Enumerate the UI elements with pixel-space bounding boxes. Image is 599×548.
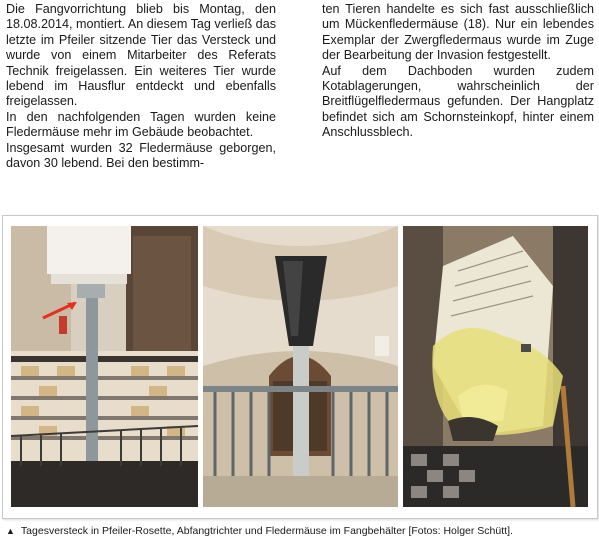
photo-capture-container bbox=[403, 226, 588, 507]
figure-caption bbox=[6, 524, 513, 538]
caption-text: Tagesversteck in Pfeiler-Rosette, Abfangtrichter und Fledermäuse im Fangbehälter [Fotos: Holger Schütt]. bbox=[20, 525, 513, 537]
photo-column-rosette-image bbox=[11, 226, 198, 507]
photo-funnel-trap-image bbox=[203, 226, 398, 507]
photo-column-rosette bbox=[11, 226, 198, 507]
paragraph-trap: Die Fangvorrichtung blieb bis Montag, den 18.08.2014, montiert. An diesem Tag verließ das letzte im Pfeiler sitzende Tier das Versteck und wurde von einem Mitarbeiter des Referats Technik freigelassen. Ein weiteres Tier wurde lebend im Hausflur entdeckt und ebenfalls freigelassen. bbox=[6, 2, 276, 109]
caption-marker-icon: ▲ bbox=[6, 526, 15, 536]
paragraph-no-more-bats: In den nachfolgenden Tagen wurden keine Fledermäuse mehr im Gebäude beobachtet. bbox=[6, 109, 276, 140]
photo-figure bbox=[2, 215, 598, 519]
text-column-right bbox=[322, 2, 594, 141]
paragraph-total-count-end: ten Tieren handelte es sich fast ausschließlich um Mückenfledermäuse (18). Nur ein lebendes Exemplar der Zwergfledermaus wurde im Zuge der Bearbeitung der Invasion festgestellt. bbox=[322, 2, 594, 63]
paragraph-total-count-start: Insgesamt wurden 32 Fledermäuse geborgen, davon 30 lebend. Bei den bestimm- bbox=[6, 140, 276, 171]
photo-funnel-trap bbox=[203, 226, 398, 507]
photo-capture-container-image bbox=[403, 226, 588, 507]
text-column-left bbox=[6, 2, 276, 171]
paragraph-attic: Auf dem Dachboden wurden zudem Kotablagerungen, wahrscheinlich der Breitflügelfledermaus gefunden. Der Hangplatz befindet sich am Schornsteinkopf, hinter einem Anschlussblech. bbox=[322, 63, 594, 140]
